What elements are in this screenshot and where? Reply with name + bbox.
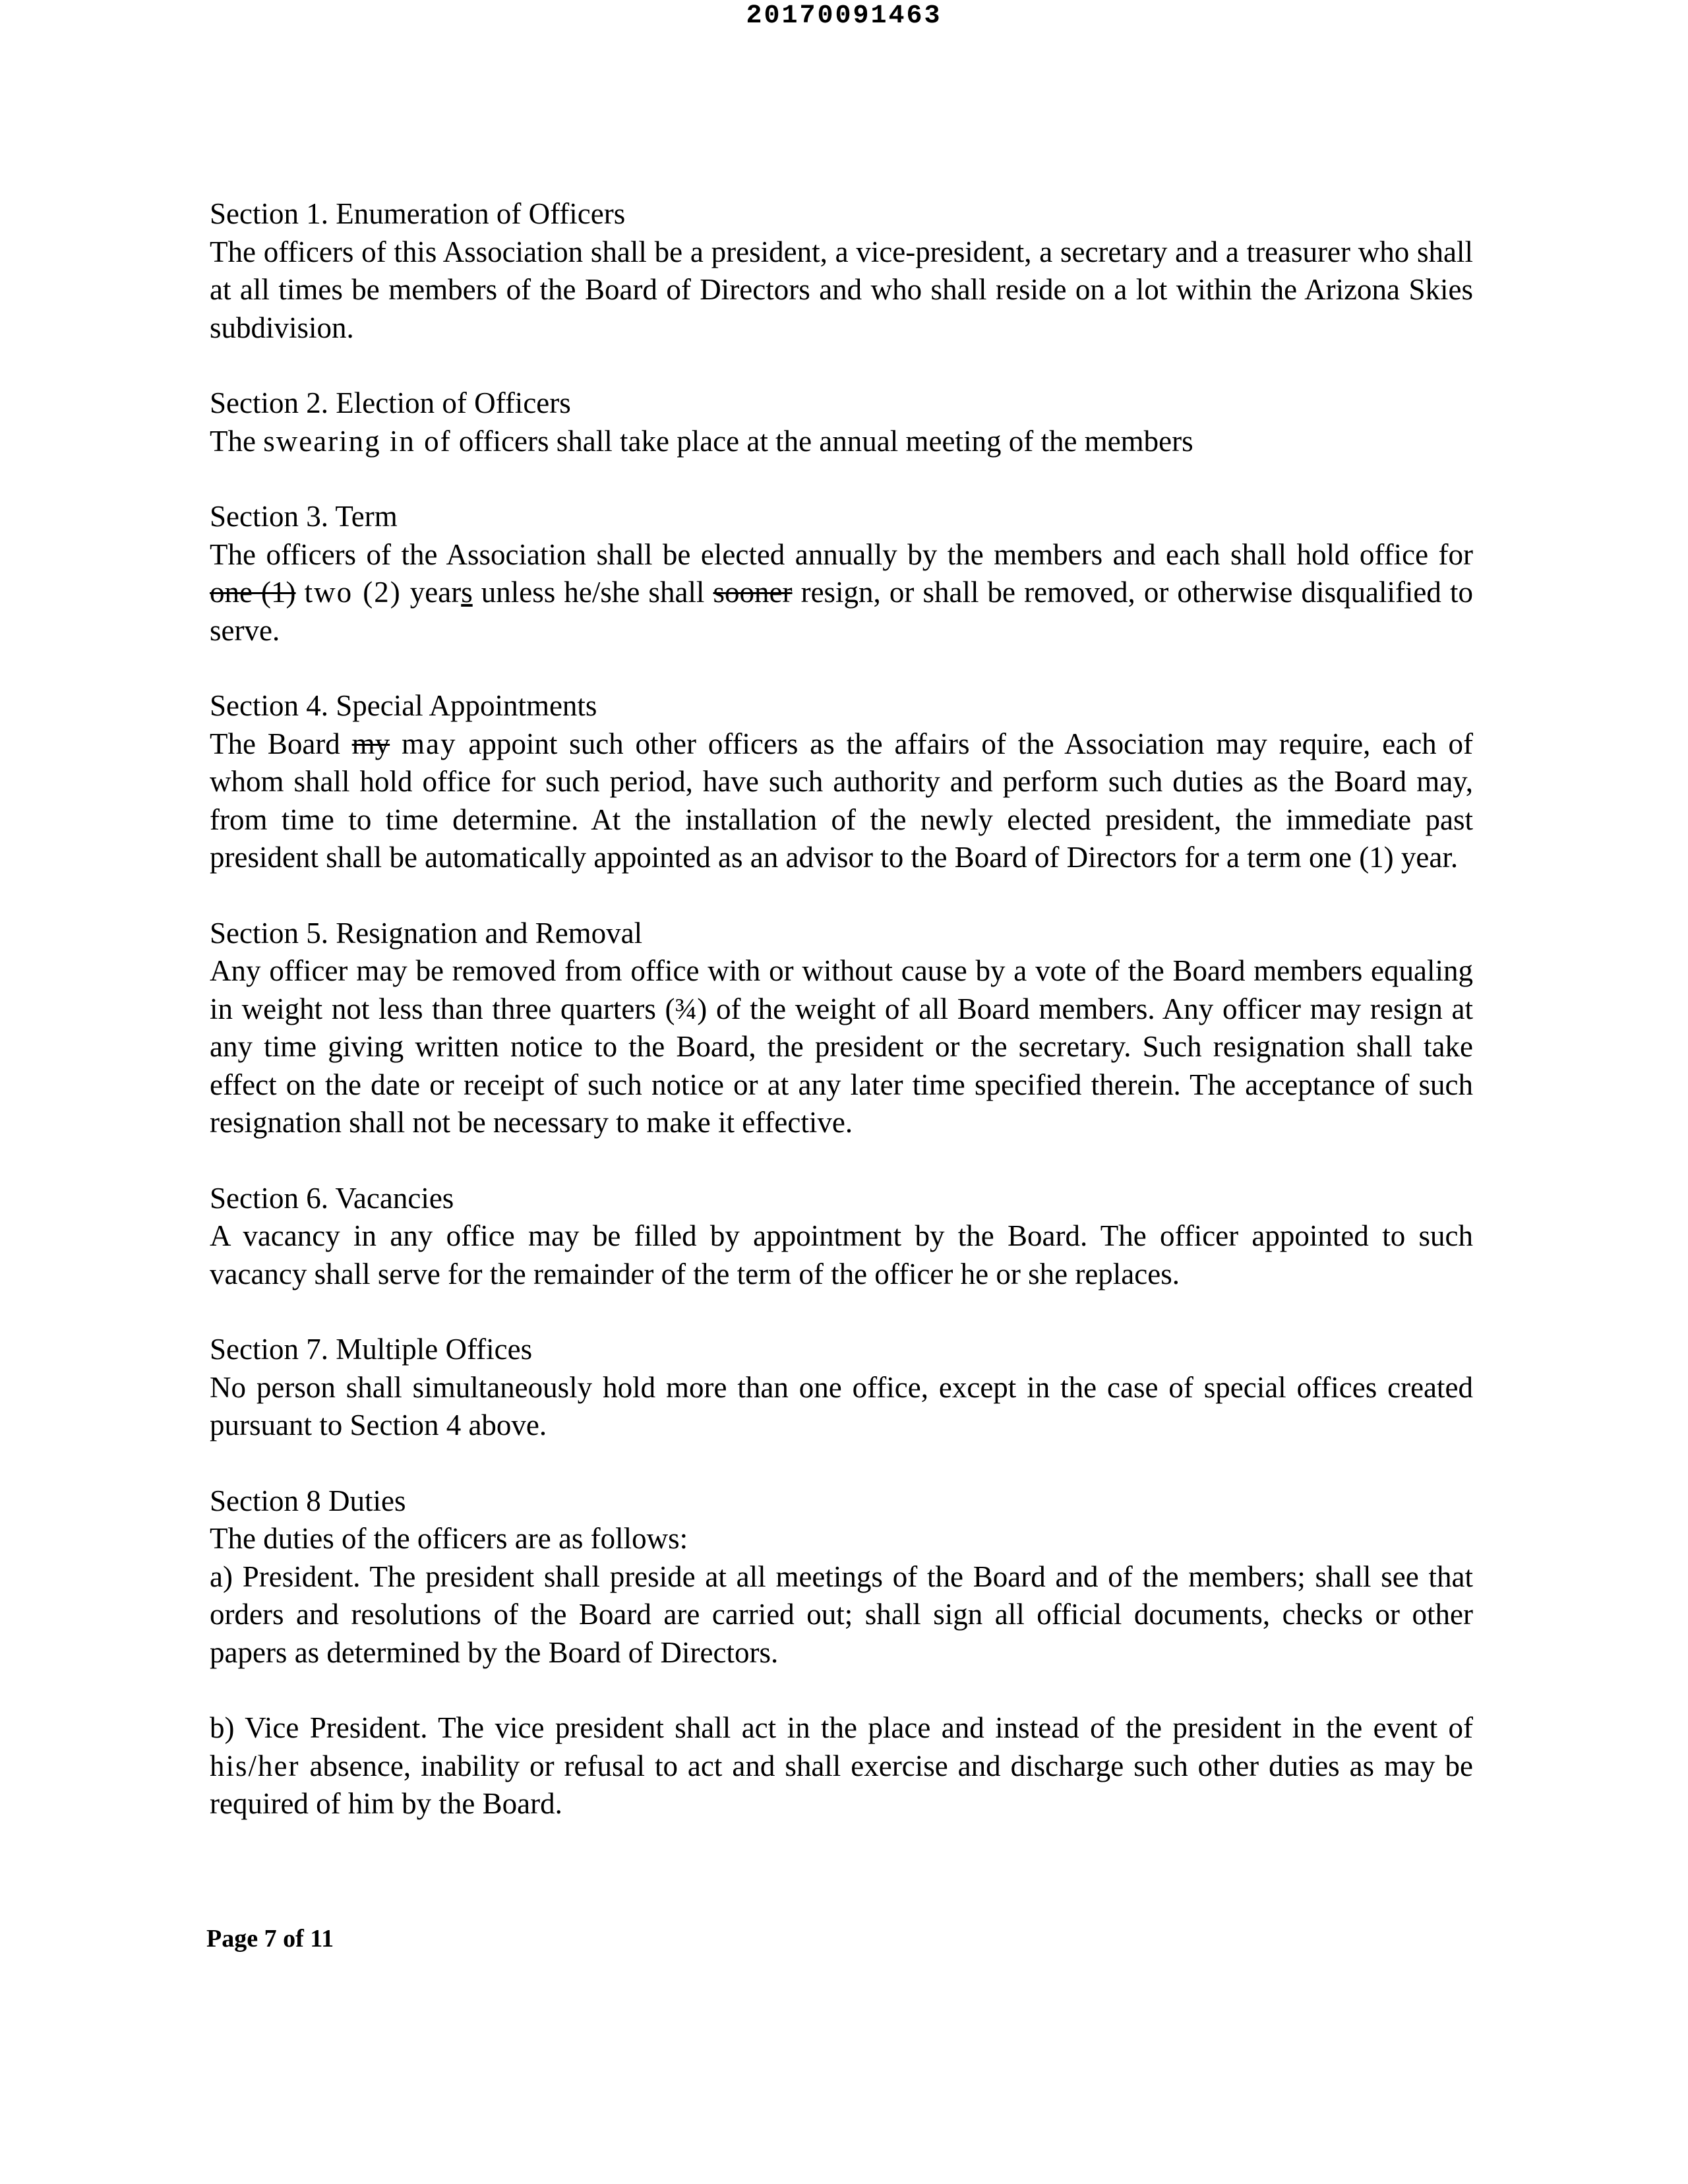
struck-text: sooner — [713, 576, 793, 609]
section-title: Section 8 Duties — [210, 1484, 406, 1517]
inserted-text: s — [461, 576, 473, 609]
section-5 — [210, 915, 1473, 1142]
section-6 — [210, 1180, 1473, 1294]
section-3 — [210, 498, 1473, 650]
body-text: The officers of the Association shall be elected annually by the members and each shall hold office for — [210, 537, 1473, 571]
inserted-text: swearing in of — [263, 424, 452, 458]
section-8 — [210, 1482, 1473, 1823]
section-body — [210, 536, 1473, 650]
section-body: The officers of this Association shall be a president, a vice-president, a secretary and a treasurer who shall at all times be members of the Board of Directors and who shall reside on a lot within the Arizona Skies subdivision. — [210, 235, 1473, 344]
body-text — [390, 727, 402, 760]
body-text: resign, or shall be removed, or otherwise disqualified to serve. — [210, 576, 1473, 647]
section-title: Section 4. Special Appointments — [210, 689, 597, 722]
inserted-text: his/her — [210, 1749, 300, 1782]
body-text: The Board — [210, 727, 352, 760]
body-text: absence, inability or refusal to act and shall exercise and discharge such other duties as may be required of him by the Board. — [210, 1749, 1473, 1820]
section-body — [210, 725, 1473, 877]
section-body — [210, 423, 1473, 461]
body-text: The — [210, 424, 264, 458]
body-text: b) Vice President. The vice president shall act in the place and instead of the president in the event of — [210, 1711, 1473, 1744]
section-1 — [210, 195, 1473, 347]
struck-text: my — [351, 727, 390, 760]
body-text: appoint such other officers as the affairs of the Association may require, each of whom shall hold office for such period, have such authority and perform such duties as the Board may, from time to time determine. At the installation of the newly elected president, the immediate past president shall be automatically appointed as an advisor to the Board of Directors for a term one (1) year. — [210, 727, 1473, 874]
section-title: Section 3. Term — [210, 500, 398, 533]
document-body — [210, 195, 1473, 1861]
body-text — [296, 576, 305, 609]
section-body: No person shall simultaneously hold more than one office, except in the case of special offices created pursuant to Section 4 above. — [210, 1370, 1473, 1441]
duty-vice-president — [210, 1709, 1473, 1823]
section-title: Section 7. Multiple Offices — [210, 1333, 533, 1366]
body-text: unless he/she shall — [472, 576, 713, 609]
section-body: Any officer may be removed from office with or without cause by a vote of the Board members equaling in weight not less than three quarters (¾) of the weight of all Board members. Any officer may resign at any time giving written notice to the Board, the president or the secretary. Such resignation shall take effect on the date or receipt of such notice or at any later time specified therein. The acceptance of such resignation shall not be necessary to make it effective. — [210, 954, 1473, 1139]
body-text: year — [401, 576, 462, 609]
section-title: Section 5. Resignation and Removal — [210, 916, 643, 950]
section-4 — [210, 687, 1473, 877]
section-title: Section 1. Enumeration of Officers — [210, 197, 626, 230]
struck-text: one (1) — [210, 576, 296, 609]
inserted-text: may — [402, 727, 457, 760]
inserted-text: two (2) — [304, 576, 402, 609]
section-title: Section 2. Election of Officers — [210, 386, 571, 419]
duty-president: a) President. The president shall preside at all meetings of the Board and of the members; shall see that orders and resolutions of the Board are carried out; shall sign all official documents, checks or other papers as determined by the Board of Directors. — [210, 1560, 1473, 1669]
section-body: A vacancy in any office may be filled by appointment by the Board. The officer appointed to such vacancy shall serve for the remainder of the term of the officer he or she replaces. — [210, 1219, 1473, 1290]
section-title: Section 6. Vacancies — [210, 1181, 454, 1215]
section-7 — [210, 1331, 1473, 1445]
section-2 — [210, 384, 1473, 460]
body-text: officers shall take place at the annual meeting of the members — [451, 424, 1193, 458]
document-number: 20170091463 — [746, 1, 942, 31]
section-intro: The duties of the officers are as follows: — [210, 1522, 688, 1555]
page-number: Page 7 of 11 — [206, 1925, 334, 1953]
